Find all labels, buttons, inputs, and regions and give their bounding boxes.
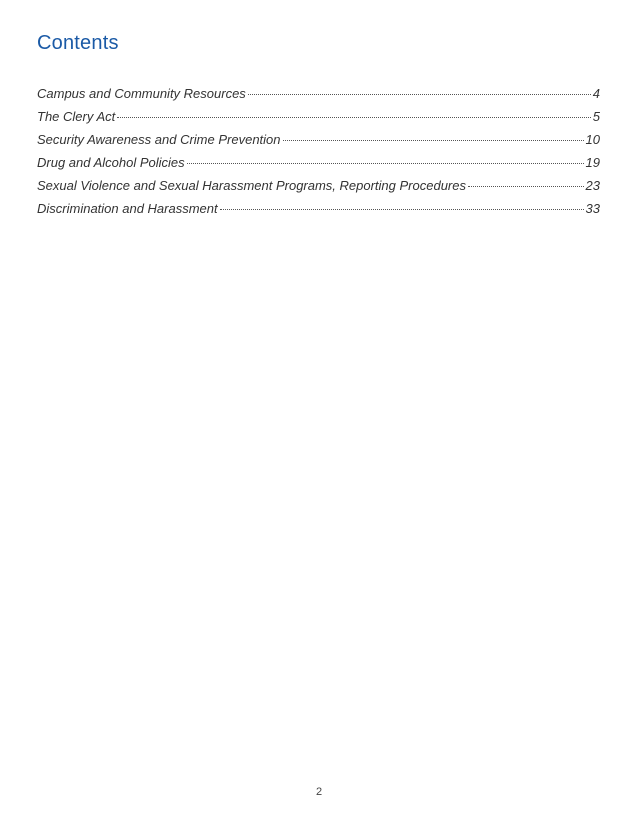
toc-entry-label: Security Awareness and Crime Prevention <box>37 132 281 147</box>
toc-entry-page: 23 <box>585 178 600 193</box>
toc-entry-label: Campus and Community Resources <box>37 86 246 101</box>
toc-entry-page: 10 <box>585 132 600 147</box>
toc-entry-page: 19 <box>585 155 600 170</box>
toc-entry-label: Sexual Violence and Sexual Harassment Programs, Reporting Procedures <box>37 178 466 193</box>
toc-entry-label: Discrimination and Harassment <box>37 201 218 216</box>
table-of-contents <box>37 86 600 224</box>
page-number: 2 <box>315 786 323 798</box>
toc-entry[interactable] <box>37 201 600 224</box>
toc-entry[interactable] <box>37 155 600 178</box>
toc-leader-dots <box>468 186 584 187</box>
toc-leader-dots <box>283 140 584 141</box>
page-title: Contents <box>37 32 119 54</box>
toc-entry-page: 33 <box>585 201 600 216</box>
toc-leader-dots <box>220 209 584 210</box>
toc-entry-page: 4 <box>592 86 600 101</box>
toc-entry-label: The Clery Act <box>37 109 116 124</box>
toc-leader-dots <box>187 163 584 164</box>
toc-leader-dots <box>248 94 591 95</box>
toc-entry[interactable] <box>37 86 600 109</box>
toc-leader-dots <box>117 117 591 118</box>
toc-entry-page: 5 <box>592 109 600 124</box>
toc-entry-label: Drug and Alcohol Policies <box>37 155 185 170</box>
toc-entry[interactable] <box>37 109 600 132</box>
toc-entry[interactable] <box>37 132 600 155</box>
toc-entry[interactable] <box>37 178 600 201</box>
